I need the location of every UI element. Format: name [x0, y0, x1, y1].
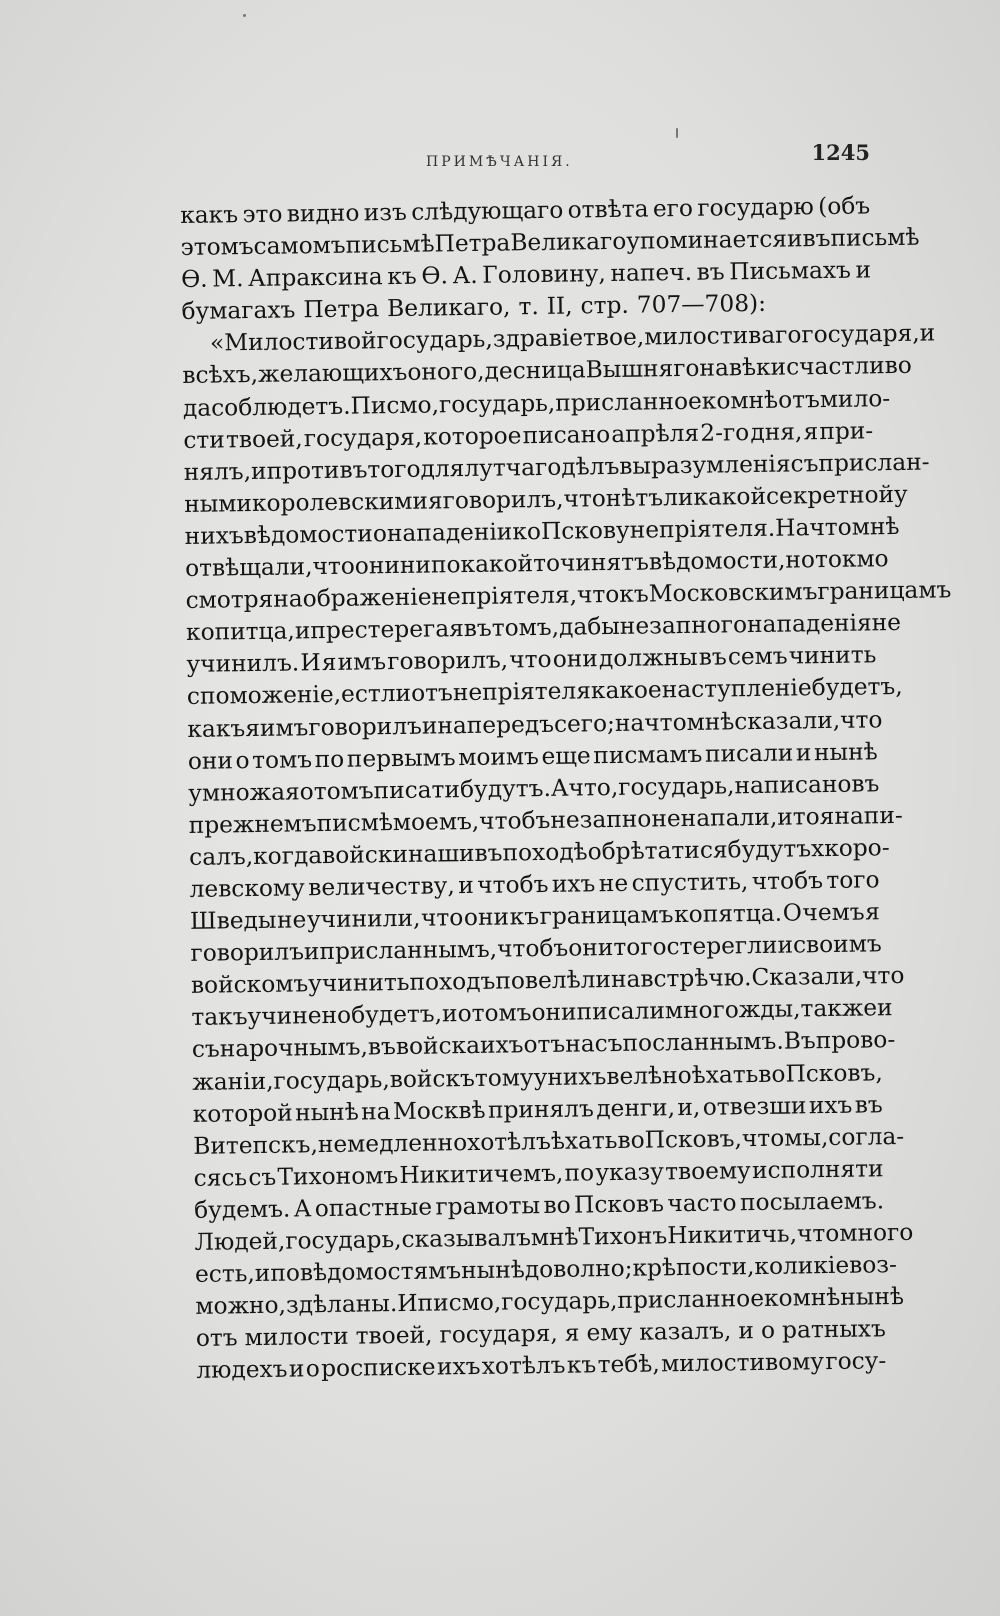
text-line: ными королевскими я говорилъ, что нѣтъ ли какой секретной у — [184, 480, 908, 518]
text-line: какъ это видно изъ слѣдующаго отвѣта его государю (объ — [180, 192, 871, 229]
page-header — [180, 130, 870, 190]
text-line: смотря на ображеніе непріятеля, что къ Московскимъ границамъ — [185, 576, 952, 615]
text-line: съ нарочнымъ, въ войска ихъ отъ насъ посланнымъ. Въ прово- — [191, 1026, 896, 1064]
text-line: такъ учинено будетъ, и о томъ они писали многожды, также и — [191, 994, 893, 1032]
text-line: Шведы не учинили, что они къ границамъ копятца. О чемъ я — [189, 898, 881, 935]
text-line: копитца, и престерегая въ томъ, дабы незапного нападенія не — [185, 609, 902, 647]
text-line: Людей, государь, сказывалъ мнѣ Тихонъ Никитичь, что много — [194, 1218, 914, 1256]
text-line: бумагахъ Петра Великаго, т. II, стр. 707—708): — [181, 290, 767, 326]
text-line: Витепскъ, немедленно хотѣлъ ѣхать во Псковъ, что мы, согла- — [193, 1122, 905, 1160]
text-line: учинилъ. И я имъ говорилъ, что они должны въ семъ чинить — [186, 641, 877, 679]
text-line: отъ милости твоей, государя, я ему казалъ, и о ратныхъ — [195, 1315, 886, 1353]
running-title: ПРИМѢЧАНІЯ. — [426, 154, 573, 170]
ink-speck — [243, 14, 246, 17]
text-line: войскомъ учинить походъ повелѣли на встрѣчю. Сказали, что — [190, 962, 905, 1000]
text-line: салъ, когда войски наши въ походѣ обрѣтатися будутъ х коро- — [188, 834, 890, 871]
text-line: «Милостивой государь, здравіе твое, милостиваго государя, и — [209, 319, 936, 357]
text-line: этомъ самомъ письмѣ Петра Великаго упоминается и въ письмѣ — [180, 223, 920, 262]
text-line: Ѳ. М. Апраксина къ Ѳ. А. Головину, напеч. въ Письмахъ и — [180, 256, 872, 294]
text-line: прежнемъ писмѣ моемъ, чтобъ незапно не напали, и то я напи- — [188, 801, 903, 839]
text-line: умножая о томъ писати будутъ. А что, государь, написано въ — [188, 769, 880, 807]
text-line: сясь съ Тихономъ Никитичемъ, по указу твоему исполняти — [193, 1155, 884, 1192]
text-line: нялъ, и противъ того для лутчаго дѣлъ выразумленія съ прислан- — [183, 448, 930, 486]
text-line: можно, здѣланы. И писмо, государь, присланное ко мнѣ нынѣ — [195, 1283, 905, 1321]
ink-speck — [676, 128, 678, 138]
text-line: которой нынѣ на Москвѣ принялъ денги, и, отвезши ихъ въ — [192, 1090, 883, 1128]
text-line: людехъ и о росписке ихъ хотѣлъ къ тебѣ, милостивому госу- — [196, 1347, 887, 1385]
page-number: 1245 — [811, 140, 870, 165]
text-line: будемъ. А опастные грамоты во Псковъ часто посылаемъ. — [193, 1187, 885, 1224]
text-line: всѣхъ, желающихъ оного, десница Вышняго навѣки счастливо — [182, 352, 913, 390]
text-line: сти твоей, государя, которое писано апрѣля 2-го дня, я при- — [183, 417, 874, 454]
text-line: говорилъ и присланнымъ, чтобъ они того стерегли и своимъ — [190, 930, 882, 968]
text-line: есть, и по вѣдомостямъ нынѣ доволно; крѣпости, коликіе воз- — [194, 1251, 898, 1288]
text-line: нихъ вѣдомости о нападеніи ко Пскову непріятеля. На что мнѣ — [184, 512, 900, 550]
body-text — [180, 190, 952, 1387]
text-line: споможеніе, естли отъ непріятеля какое наступленіе будетъ, — [186, 673, 903, 711]
text-line: жаніи, государь, войскъ тому у нихъ велѣно ѣхать во Псковъ, — [192, 1058, 883, 1096]
text-line: да соблюдетъ. Писмо, государь, присланное ко мнѣ отъ мило- — [182, 384, 891, 422]
text-line: они о томъ по первымъ моимъ еще писмамъ писали и нынѣ — [187, 737, 878, 775]
text-line: какъ я имъ говорилъ и напередъ сего; на что мнѣ сказали, что — [187, 705, 883, 743]
text-line: отвѣщали, что они ни по какой то чинятъ вѣдомости, но токмо — [184, 545, 889, 582]
text-line: левскому величеству, и чтобъ ихъ не спустить, чтобъ того — [189, 866, 880, 903]
